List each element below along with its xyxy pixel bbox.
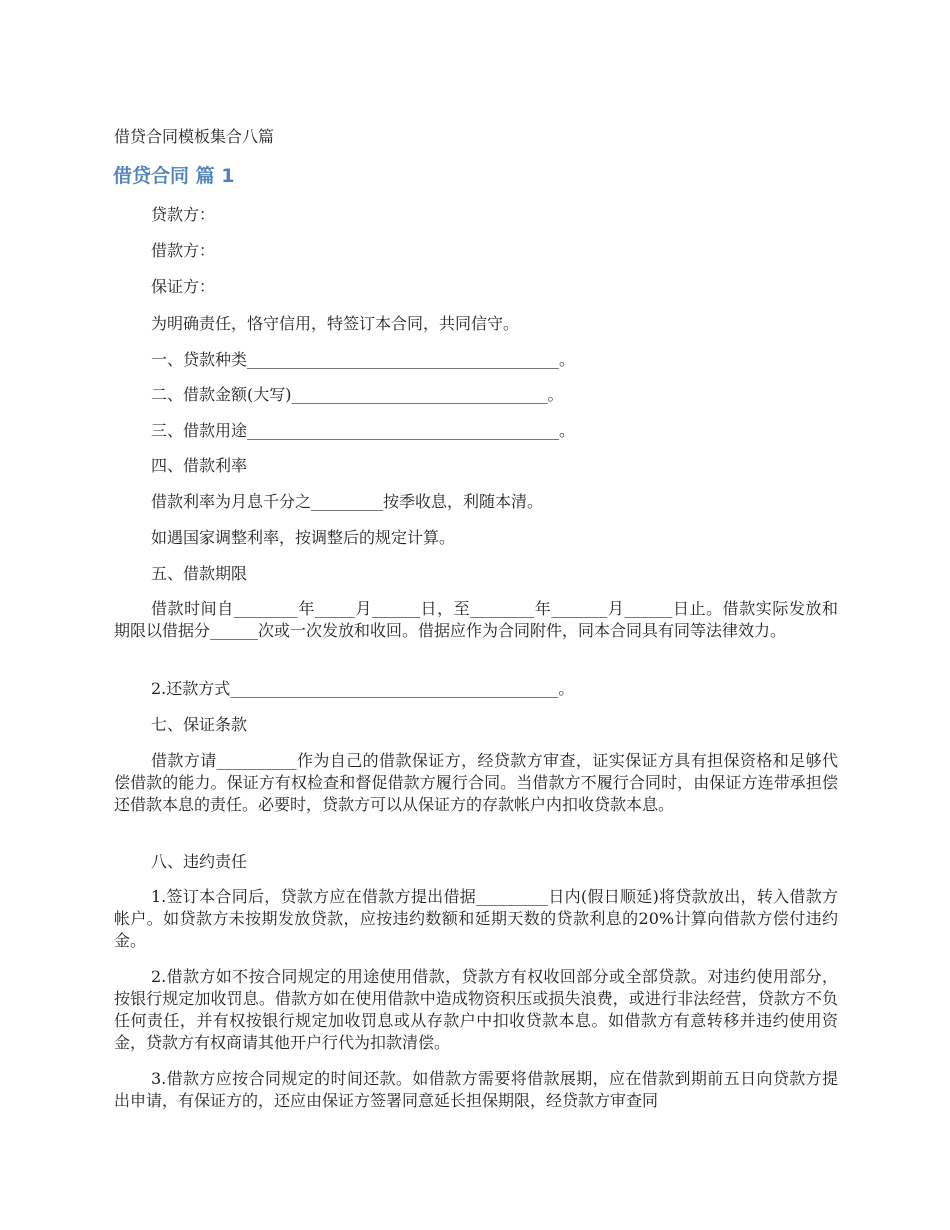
clause-repayment-method: 2.还款方式_________________________________________。 bbox=[151, 679, 575, 698]
clause-loan-amount: 二、借款金额(大写)________________________________。 bbox=[151, 385, 564, 404]
preamble-paragraph: 为明确责任，恪守信用，特签订本合同，共同信守。 bbox=[151, 314, 520, 333]
clause-loan-purpose: 三、借款用途_______________________________________。 bbox=[151, 421, 576, 440]
lender-line: 贷款方： bbox=[151, 205, 216, 224]
liability-item-1: 1.签订本合同后，贷款方应在借款方提出借据_________日内(假日顺延)将贷款放出，转入借款方帐户。如贷款方未按期发放贷款，应按违约数额和延期天数的贷款利息的20%计算向借款方偿付违约金。 bbox=[114, 887, 838, 950]
borrower-line: 借款方： bbox=[151, 241, 216, 260]
clause-loan-type: 一、贷款种类_______________________________________。 bbox=[151, 350, 576, 369]
liability-item-3: 3.借款方应按合同规定的时间还款。如借款方需要将借款展期，应在借款到期前五日向贷款方提出申请，有保证方的，还应由保证方签署同意延长担保期限，经贷款方审查同 bbox=[114, 1069, 838, 1110]
document-title: 借贷合同模板集合八篇 bbox=[114, 127, 275, 146]
guarantor-line: 保证方： bbox=[151, 277, 216, 296]
clause-interest-adjustment: 如遇国家调整利率，按调整后的规定计算。 bbox=[151, 528, 456, 547]
clause-interest-rate: 借款利率为月息千分之_________按季收息，利随本清。 bbox=[151, 492, 544, 511]
liability-item-2: 2.借款方如不按合同规定的用途使用借款，贷款方有权收回部分或全部贷款。对违约使用部分，按银行规定加收罚息。借款方如在使用借款中造成物资积压或损失浪费，或进行非法经营，贷款方不负任何责任，并有权按银行规定加收罚息或从存款户中扣收贷款本息。如借款方有意转移并违约使用资金，贷款方有权商请其他开户行代为扣款清偿。 bbox=[114, 967, 838, 1052]
clause-guarantee-body: 借款方请__________作为自己的借款保证方，经贷款方审查，证实保证方具有担保资格和足够代偿借款的能力。保证方有权检查和督促借款方履行合同。当借款方不履行合同时，由保证方连带承担偿还借款本息的责任。必要时，贷款方可以从保证方的存款帐户内扣收贷款本息。 bbox=[114, 751, 838, 814]
clause-guarantee-heading: 七、保证条款 bbox=[151, 715, 248, 734]
section-heading: 借贷合同 篇 1 bbox=[113, 165, 235, 187]
clause-interest-heading: 四、借款利率 bbox=[151, 456, 248, 475]
clause-term-body: 借款时间自________年_____月______日，至________年_______月______日止。借款实际发放和期限以借据分______次或一次发放和收回。借据应作为合同附件，同本合同具有同等法律效力。 bbox=[114, 599, 838, 640]
clause-liability-heading: 八、违约责任 bbox=[151, 852, 248, 871]
clause-term-heading: 五、借款期限 bbox=[151, 564, 248, 583]
